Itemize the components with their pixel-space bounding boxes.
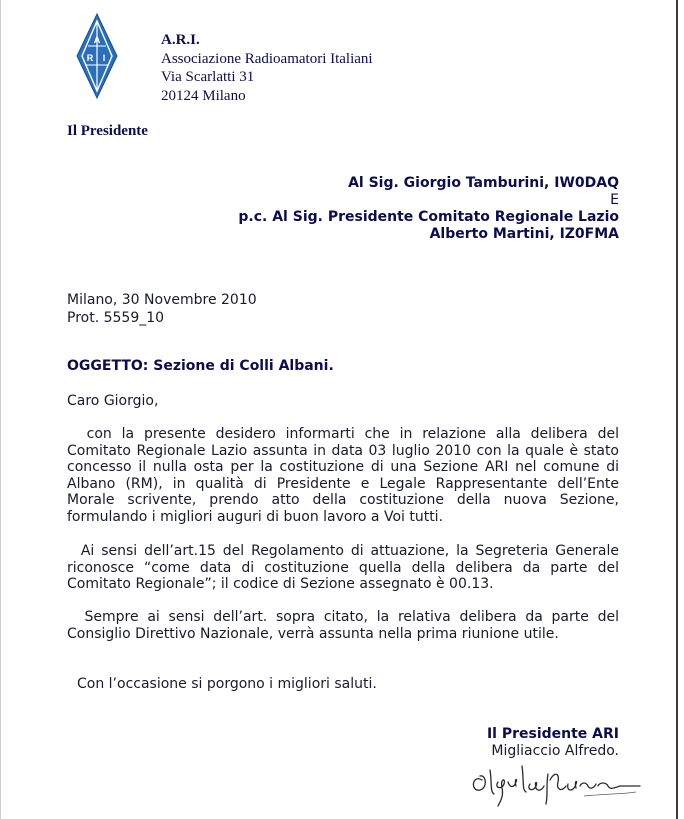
org-street: Via Scarlatti 31: [161, 69, 255, 85]
body-paragraph-2: Ai sensi dell’art.15 del Regolamento di attuazione, la Segreteria Generale riconosce “come data di costituzione quella della delibera da parte del Comitato Regionale”; il codice di Sezione assegnato è 00.13.: [67, 543, 624, 593]
ari-diamond-logo-icon: [76, 13, 118, 99]
page-left-edge: [0, 0, 1, 819]
body-paragraph-1: con la presente desidero informarti che in relazione alla delibera del Comitato Regionale Lazio assunta in data 03 luglio 2010 con la quale è stato concesso il nulla osta per la costituzione di una Sezione ARI nel comune di Albano (RM), in qualità di Presidente e Legale Rappresentante dell’Ente Morale scrivente, prendo atto della costituzione della nuova Sezione, formulando i migliori auguri di buon lavoro a Voi tutti.: [67, 426, 624, 525]
signature-name: Migliaccio Alfredo.: [491, 743, 619, 759]
org-abbreviation: A.R.I.: [161, 32, 200, 48]
svg-text:A: A: [93, 35, 101, 45]
president-label: Il Presidente: [67, 123, 148, 139]
salutation: Caro Giorgio,: [67, 393, 159, 409]
svg-text:I: I: [102, 53, 106, 63]
signature-title: Il Presidente ARI: [486, 726, 619, 742]
recipient-primary: Al Sig. Giorgio Tamburini, IW0DAQ: [348, 175, 619, 191]
recipient-cc-name: Alberto Martini, IZ0FMA: [429, 226, 619, 242]
handwritten-signature-icon: [464, 752, 646, 812]
place-date: Milano, 30 Novembre 2010: [67, 292, 257, 308]
org-city: 20124 Milano: [161, 87, 246, 104]
body-paragraph-3: Sempre ai sensi dell’art. sopra citato, la relativa delibera da parte del Consiglio Direttivo Nazionale, verrà assunta nella prima riunione utile.: [67, 609, 624, 642]
svg-text:R: R: [86, 53, 94, 63]
date-protocol-block: [67, 291, 257, 327]
closing-line: Con l’occasione si porgono i migliori saluti.: [77, 676, 377, 692]
recipient-cc: p.c. Al Sig. Presidente Comitato Regionale Lazio: [238, 209, 619, 225]
recipients-block: [238, 175, 619, 243]
protocol-number: Prot. 5559_10: [67, 310, 165, 326]
recipient-conjunction: E: [610, 192, 619, 208]
page-right-edge: [676, 0, 678, 819]
letter-subject: OGGETTO: Sezione di Colli Albani.: [67, 358, 334, 374]
org-full-name: Associazione Radioamatori Italiani: [161, 50, 373, 67]
organization-address: [161, 31, 373, 105]
